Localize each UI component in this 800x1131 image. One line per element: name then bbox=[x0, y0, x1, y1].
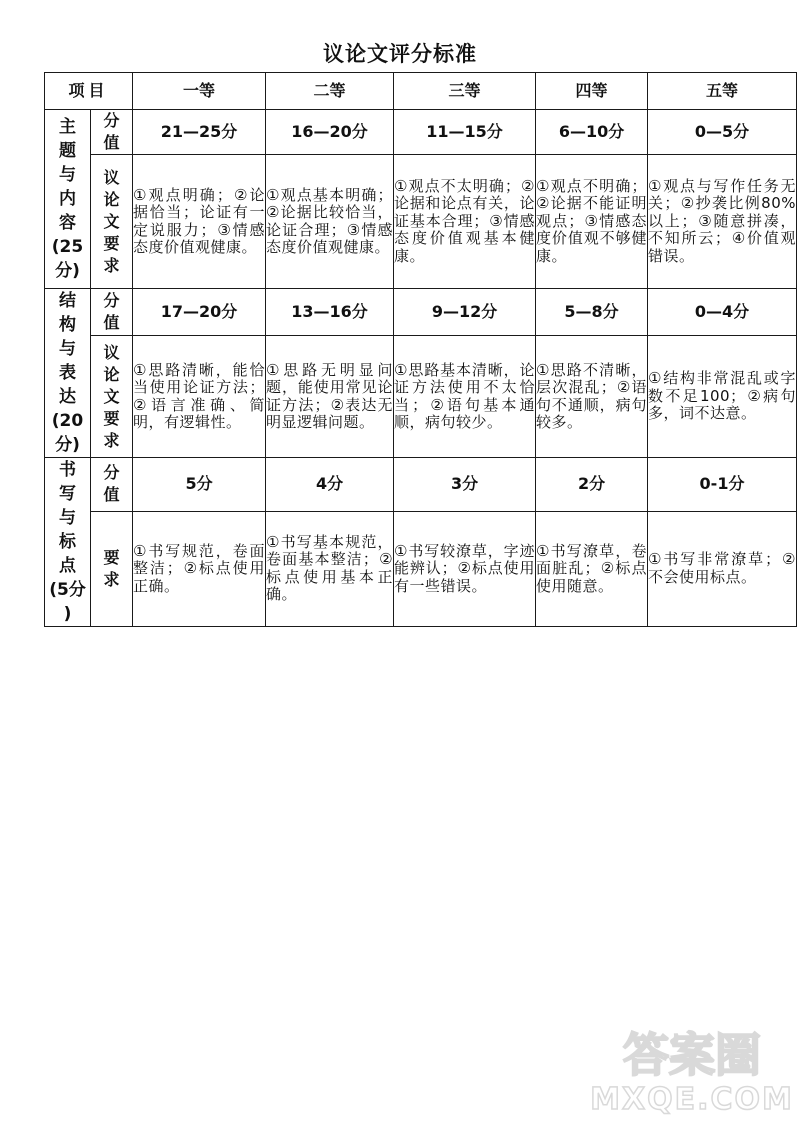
score-cell: 2分 bbox=[536, 458, 648, 512]
label-char: (25 bbox=[51, 237, 84, 257]
requirement-cell: ①书写较潦草，字迹能辨认；②标点使用有一些错误。 bbox=[394, 511, 536, 626]
requirement-cell: ①观点与写作任务无关；②抄袭比例80%以上；③随意拼凑，不知所云；④价值观错误。 bbox=[648, 155, 797, 289]
requirement-label: 要求 bbox=[91, 511, 133, 626]
label-char: 题 bbox=[59, 141, 76, 161]
score-label: 分值 bbox=[91, 458, 133, 512]
watermark-line2: MXQE.COM bbox=[590, 1082, 794, 1117]
score-cell: 0-1分 bbox=[648, 458, 797, 512]
label-char: 标 bbox=[59, 532, 76, 552]
requirement-cell: ①思路清晰，能恰当使用论证方法；②语言准确、简明，有逻辑性。 bbox=[133, 336, 266, 458]
header-grade-3: 三等 bbox=[394, 73, 536, 110]
score-cell: 5—8分 bbox=[536, 289, 648, 336]
label-char: 结 bbox=[59, 291, 76, 311]
watermark-logo bbox=[590, 1009, 794, 1119]
content-score-row bbox=[45, 110, 797, 155]
score-cell: 6—10分 bbox=[536, 110, 648, 155]
score-cell: 16—20分 bbox=[266, 110, 394, 155]
label-char: 分) bbox=[55, 435, 80, 455]
score-cell: 3分 bbox=[394, 458, 536, 512]
structure-score-row bbox=[45, 289, 797, 336]
score-cell: 9—12分 bbox=[394, 289, 536, 336]
score-cell: 11—15分 bbox=[394, 110, 536, 155]
header-grade-5: 五等 bbox=[648, 73, 797, 110]
requirement-label: 议论文要求 bbox=[91, 155, 133, 289]
page-title: 议论文评分标准 bbox=[323, 42, 477, 66]
score-cell: 21—25分 bbox=[133, 110, 266, 155]
label-char: (5分 bbox=[49, 580, 86, 600]
score-cell: 0—4分 bbox=[648, 289, 797, 336]
score-cell: 17—20分 bbox=[133, 289, 266, 336]
header-grade-1: 一等 bbox=[133, 73, 266, 110]
label-char: 与 bbox=[59, 508, 76, 528]
score-label: 分值 bbox=[91, 110, 133, 155]
score-cell: 0—5分 bbox=[648, 110, 797, 155]
score-cell: 4分 bbox=[266, 458, 394, 512]
label-char: 与 bbox=[59, 165, 76, 185]
requirement-cell: ①思路不清晰，层次混乱；②语句不通顺，病句较多。 bbox=[536, 336, 648, 458]
label-char: 达 bbox=[59, 387, 76, 407]
label-char: (20 bbox=[51, 411, 84, 431]
label-char: 表 bbox=[59, 363, 76, 383]
section-label-content bbox=[45, 110, 91, 289]
label-char: 分) bbox=[55, 261, 80, 281]
requirement-cell: ①书写规范，卷面整洁；②标点使用正确。 bbox=[133, 511, 266, 626]
header-grade-2: 二等 bbox=[266, 73, 394, 110]
requirement-cell: ①思路无明显问题，能使用常见论证方法；②表达无明显逻辑问题。 bbox=[266, 336, 394, 458]
label-char: 容 bbox=[59, 213, 76, 233]
label-char: 点 bbox=[59, 556, 76, 576]
score-cell: 13—16分 bbox=[266, 289, 394, 336]
label-char: 写 bbox=[59, 484, 76, 504]
header-item: 项目 bbox=[45, 73, 133, 110]
requirement-cell: ①书写非常潦草；②不会使用标点。 bbox=[648, 511, 797, 626]
requirement-cell: ①观点基本明确；②论据比较恰当，论证合理；③情感态度价值观健康。 bbox=[266, 155, 394, 289]
header-row bbox=[45, 73, 797, 110]
score-label: 分值 bbox=[91, 289, 133, 336]
structure-req-row bbox=[45, 336, 797, 458]
requirement-label: 议论文要求 bbox=[91, 336, 133, 458]
requirement-cell: ①结构非常混乱或字数不足100；②病句多，词不达意。 bbox=[648, 336, 797, 458]
label-char: 书 bbox=[59, 460, 76, 480]
label-char: 内 bbox=[59, 189, 76, 209]
watermark-line1: 答案圈 bbox=[623, 1028, 761, 1082]
label-char: 与 bbox=[59, 339, 76, 359]
header-grade-4: 四等 bbox=[536, 73, 648, 110]
requirement-cell: ①观点不明确；②论据不能证明观点；③情感态度价值观不够健康。 bbox=[536, 155, 648, 289]
requirement-cell: ①书写潦草，卷面脏乱；②标点使用随意。 bbox=[536, 511, 648, 626]
label-char: 构 bbox=[59, 315, 76, 335]
section-label-writing bbox=[45, 458, 91, 627]
section-label-structure bbox=[45, 289, 91, 458]
requirement-cell: ①书写基本规范，卷面基本整洁；②标点使用基本正确。 bbox=[266, 511, 394, 626]
writing-score-row bbox=[45, 458, 797, 512]
label-char: 主 bbox=[59, 117, 76, 137]
requirement-cell: ①观点明确；②论据恰当；论证有一定说服力；③情感态度价值观健康。 bbox=[133, 155, 266, 289]
requirement-cell: ①思路基本清晰，论证方法使用不太恰当；②语句基本通顺，病句较少。 bbox=[394, 336, 536, 458]
score-cell: 5分 bbox=[133, 458, 266, 512]
rubric-table bbox=[44, 72, 797, 627]
label-char: ) bbox=[63, 604, 72, 624]
writing-req-row bbox=[45, 511, 797, 626]
requirement-cell: ①观点不太明确；②论据和论点有关，论证基本合理；③情感态度价值观基本健康。 bbox=[394, 155, 536, 289]
content-req-row bbox=[45, 155, 797, 289]
